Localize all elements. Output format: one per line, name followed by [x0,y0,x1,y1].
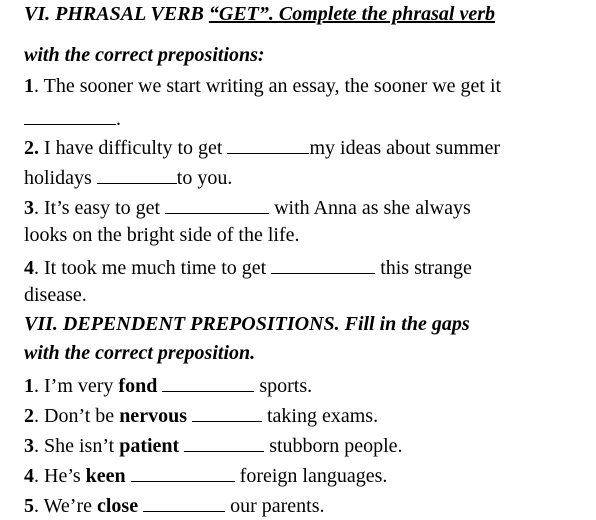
item-text: my ideas about summer [309,137,500,159]
item-text: . [116,108,121,130]
section6-heading-line1 [24,2,495,26]
section7-item2 [24,401,378,428]
item-text: to you. [176,167,233,189]
section6-heading-part1: VI. PHRASAL VERB [24,3,209,25]
item-text: holidays [24,167,97,189]
section6-item4-line2: disease. [24,284,87,306]
item-text: stubborn people. [264,435,403,457]
item-number: 1 [24,75,34,97]
section6-heading-get: “GET”. [208,3,279,25]
section7-heading-line2: with the correct preposition. [24,342,256,364]
item-text: our parents. [225,495,325,517]
item-text: this strange [375,257,472,279]
item-text: . He’s [34,465,86,487]
item-text: . She isn’t [34,435,120,457]
section7-item1 [24,371,312,398]
item-keyword: close [97,495,139,517]
answer-blank[interactable] [184,431,264,452]
item-number: 1 [24,375,34,397]
item-text: . Don’t be [34,405,120,427]
item-text: foreign languages. [234,465,388,487]
item-number: 3 [24,435,34,457]
item-text: taking exams. [261,405,379,427]
item-text: . I’m very [34,375,119,397]
section6-item1-line2 [24,104,121,131]
section7-item3 [24,431,403,458]
answer-blank[interactable] [165,193,269,214]
item-number: 2. [24,137,39,159]
item-text: . It’s easy to get [34,197,166,219]
section6-item2-line1 [24,133,500,160]
answer-blank[interactable] [24,104,116,125]
answer-blank[interactable] [227,133,309,154]
section7-item5 [24,491,325,518]
section6-item3-line2: looks on the bright side of the life. [24,224,300,246]
item-text: I have difficulty to get [39,137,228,159]
item-keyword: patient [119,435,180,457]
item-keyword: nervous [119,405,187,427]
answer-blank[interactable] [97,163,177,184]
section6-heading-line2: with the correct prepositions: [24,44,265,66]
answer-blank[interactable] [131,461,235,482]
section7-item4 [24,461,387,488]
section6-item1-line1 [24,74,501,98]
section6-heading-part2: Complete the phrasal verb [278,3,495,25]
answer-blank[interactable] [192,401,262,422]
item-number: 4 [24,257,34,279]
item-number: 5 [24,495,34,517]
item-number: 2 [24,405,34,427]
item-text: . We’re [34,495,97,517]
answer-blank[interactable] [143,491,225,512]
item-number: 3 [24,197,34,219]
item-text: with Anna as she always [269,197,471,219]
item-text: . The sooner we start writing an essay, the sooner we get it [34,75,502,97]
answer-blank[interactable] [162,371,254,392]
item-number: 4 [24,465,34,487]
section7-heading-line1: VII. DEPENDENT PREPOSITIONS. Fill in the gaps [24,313,470,335]
item-keyword: fond [118,375,158,397]
section6-item3-line1 [24,193,471,220]
section6-item2-line2 [24,163,232,190]
section6-item4-line1 [24,253,472,280]
item-keyword: keen [85,465,126,487]
item-text: . It took me much time to get [34,257,272,279]
item-text: sports. [254,375,313,397]
answer-blank[interactable] [271,253,375,274]
